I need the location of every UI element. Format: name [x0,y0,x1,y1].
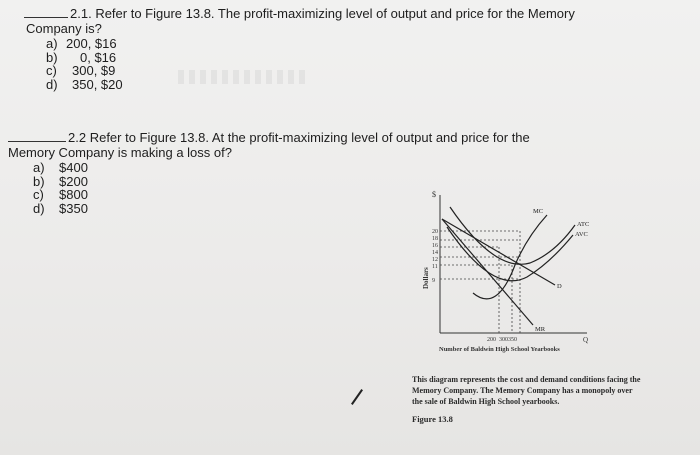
atc-label: ATC [577,221,590,228]
question-2-1-line2: Company is? [26,21,102,36]
option-a: a) 200, $16 [46,36,117,51]
option-list-2-2 [33,161,88,215]
y-tick-label: 11 [432,264,438,270]
avc-curve [447,227,573,281]
y-tick-label: 20 [432,229,438,235]
answer-blank [8,131,66,142]
pen-mark [351,389,363,405]
caption-line: the sale of Baldwin High School yearbooks. [412,397,560,406]
mr-label: MR [535,326,546,333]
option-c: c) 300, $9 [46,63,116,78]
option-b: b) 0, $16 [46,49,117,65]
demand-label: D [557,283,562,290]
option-d: d) $350 [33,200,88,216]
y-tick-label: 12 [432,257,438,263]
y-tick-label: 9 [432,278,435,284]
question-text: Refer to Figure 13.8. The profit-maximizing level of output and price for the Memory [95,6,575,21]
demand-curve [442,219,555,285]
question-2-1 [24,7,575,21]
x-tick-labels: 200 300350 [487,337,517,343]
mc-label: MC [533,208,544,215]
x-axis-symbol: Q [583,336,589,344]
avc-label: AVC [575,231,588,238]
question-2-2 [8,131,530,145]
option-b: b) $200 [33,173,88,189]
caption-line: This diagram represents the cost and demand conditions facing the [412,375,641,384]
y-tick-label: 16 [432,243,438,249]
y-tick-labels [432,229,438,284]
figure-label: Figure 13.8 [412,414,453,424]
question-2-2-line2: Memory Company is making a loss of? [8,145,232,160]
mr-curve [442,219,533,325]
question-number: 2.2 [68,130,87,145]
option-a: a) $400 [33,160,88,175]
guide-lines [440,231,520,333]
option-list-2-1 [46,37,123,91]
option-c: c) $800 [33,187,88,202]
figure-caption [412,374,640,407]
answer-blank [24,7,68,18]
caption-line: Memory Company. The Memory Company has a monopoly over [412,386,633,395]
x-axis-label: Number of Baldwin High School Yearbooks [439,346,560,353]
y-tick-label: 18 [432,236,438,242]
option-d: d) 350, $20 [46,76,123,92]
question-text: Refer to Figure 13.8. At the profit-maximizing level of output and price for the [89,130,530,145]
question-number: 2.1. [70,6,92,21]
y-unit-label: $ [432,190,436,199]
y-tick-label: 14 [432,250,438,256]
bleed-through-text [178,70,308,84]
figure-13-8 [415,185,615,365]
y-axis-label: Dollars [422,267,430,289]
